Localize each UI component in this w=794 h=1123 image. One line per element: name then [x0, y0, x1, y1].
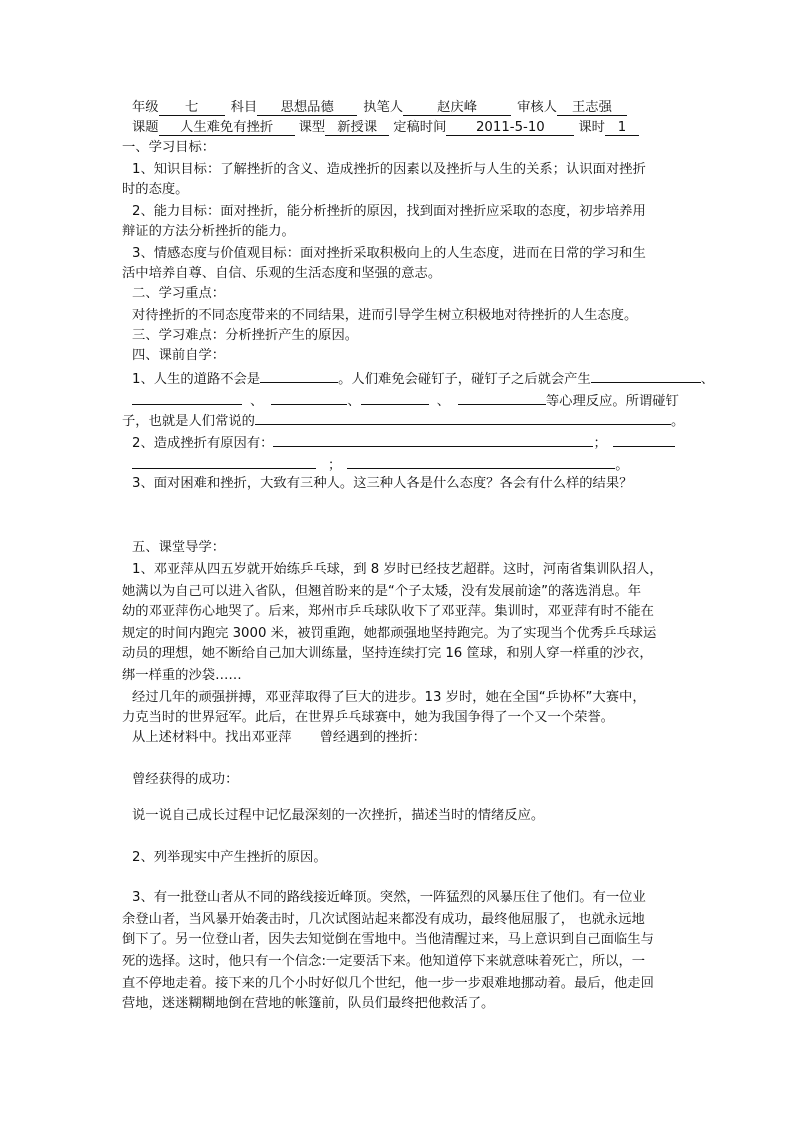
guide-p1-line-3: 幼的邓亚萍伤心地哭了。后来，郑州市乒乓球队收下了邓亚萍。集训时，邓亚萍有时不能在 [122, 604, 654, 619]
guide-p3-line-6: 营地，迷迷糊糊地倒在营地的帐篷前，队员们最终把他救活了。 [122, 996, 495, 1011]
author-value: 赵庆峰 [403, 101, 511, 116]
guide-p2-line-2: 力克当时的世界冠军。此后，在世界乒乓球赛中，她为我国争得了一个又一个荣誉。 [122, 710, 614, 725]
preview-q2-line-1: 2、造成挫折有原因有： ； [132, 432, 675, 454]
date-value: 2011-5-10 [446, 121, 574, 136]
header-row-2 [132, 118, 639, 138]
guide-p1-line-2: 她满以为自己可以进入省队，但翘首盼来的是“个子太矮，没有发展前途”的落选消息。年 [122, 584, 642, 599]
blank-field[interactable] [361, 390, 429, 405]
guide-p1-line-4: 规定的时间内跑完 3000 米，被罚重跑，她都顽强地坚持跑完。为了实现当个优秀乒乓球运 [122, 626, 657, 641]
blank-field[interactable] [260, 368, 338, 383]
blank-field[interactable] [132, 454, 316, 469]
preview-q3: 3、面对困难和挫折，大致有三种人。这三种人各是什么态度？各会有什么样的结果？ [132, 476, 633, 491]
period-label: 课时 [578, 120, 605, 135]
objectives-heading: 一、学习目标： [122, 140, 216, 155]
topic-label: 课题 [132, 120, 159, 135]
subject-label: 科目 [230, 100, 258, 115]
blank-field[interactable] [347, 454, 615, 469]
guide-ask-success: 曾经获得的成功： [132, 772, 239, 787]
objective-knowledge-line-1: 1、知识目标：了解挫折的含义、造成挫折的因素以及挫折与人生的关系；认识面对挫折 [132, 162, 646, 177]
author-label: 执笔人 [363, 100, 404, 115]
guide-p2-line-1: 经过几年的顽强拼搏，邓亚萍取得了巨大的进步。13 岁时，她在全国“乒协杯”大赛中， [132, 690, 646, 705]
key-points-heading: 二、学习重点： [132, 286, 226, 301]
header-row-1 [132, 98, 627, 118]
blank-field[interactable] [273, 432, 593, 447]
difficulty-text: 三、学习难点：分析挫折产生的原因。 [132, 328, 359, 343]
guide-p3-line-5: 直不停地走着。接下来的几个小时好似几个世纪，他一步一步艰难地挪动着。最后，他走回 [122, 976, 654, 991]
guide-p1-line-5: 动员的理想，她不断给自己加大训练量，坚持连续打完 16 筐球，和别人穿一样重的沙衣， [122, 646, 653, 661]
guide-p3-line-3: 倒下了。另一位登山者，因失去知觉倒在雪地中。当他清醒过来，马上意识到自己面临生与 [122, 932, 654, 947]
preview-q2-line-2: ； 。 [132, 454, 629, 476]
guide-p1-line-1: 1、邓亚萍从四五岁就开始练乒乓球，到 8 岁时已经技艺超群。这时，河南省集训队招人， [132, 562, 663, 577]
blank-field[interactable] [591, 368, 701, 383]
type-value: 新授课 [325, 121, 389, 136]
period-value: 1 [605, 121, 639, 136]
objective-ability-line-2: 辩证的方法分析挫折的能力。 [122, 224, 295, 239]
blank-field[interactable] [271, 390, 347, 405]
objective-knowledge-line-2: 时的态度。 [122, 182, 189, 197]
objective-emotion-line-2: 活中培养自尊、自信、乐观的生活态度和坚强的意志。 [122, 266, 442, 281]
preview-heading: 四、课前自学： [132, 348, 226, 363]
guide-p3-line-1: 3、有一批登山者从不同的路线接近峰顶。突然，一阵猛烈的风暴压住了他们。有一位业 [132, 890, 646, 905]
blank-field[interactable] [458, 390, 546, 405]
guide-heading: 五、课堂导学： [132, 540, 226, 555]
preview-q1-line-2: 、 、 、 等心理反应。所谓碰钉 [132, 390, 679, 412]
reviewer-label: 审核人 [517, 100, 557, 115]
blank-field[interactable] [613, 432, 675, 447]
guide-p3-line-2: 余登山者，当风暴开始袭击时，几次试图站起来都没有成功，最终他屈服了， 也就永远地 [122, 912, 645, 927]
preview-q1-line-3: 子，也就是人们常说的 。 [122, 410, 684, 432]
subject-value: 思想品德 [257, 101, 357, 116]
objective-ability-line-1: 2、能力目标：面对挫折，能分析挫折的原因，找到面对挫折应采取的态度，初步培养用 [132, 204, 646, 219]
guide-share-prompt: 说一说自己成长过程中记忆最深刻的一次挫折，描述当时的情绪反应。 [132, 808, 545, 823]
blank-field[interactable] [255, 410, 671, 425]
date-label: 定稿时间 [393, 120, 447, 135]
grade-value: 七 [159, 101, 225, 116]
blank-field[interactable] [132, 390, 242, 405]
topic-value: 人生难免有挫折 [159, 121, 295, 136]
guide-p3-line-4: 死的选择。这时，他只有一个信念:一定要活下来。他知道停下来就意味着死亡，所以，一 [122, 954, 646, 969]
guide-p1-line-6: 绑一样重的沙袋…… [122, 668, 242, 683]
key-points-text: 对待挫折的不同态度带来的不同结果，进而引导学生树立积极地对待挫折的人生态度。 [132, 308, 638, 323]
preview-q1-line-1: 1、人生的道路不会是 。人们难免会碰钉子，碰钉子之后就会产生 、 [132, 368, 714, 390]
reviewer-value: 王志强 [557, 101, 627, 116]
guide-ask-setbacks: 从上述材料中。找出邓亚萍 曾经遇到的挫折： [132, 730, 426, 745]
type-label: 课型 [298, 120, 326, 135]
guide-q2: 2、列举现实中产生挫折的原因。 [132, 850, 327, 865]
grade-label: 年级 [132, 100, 159, 115]
objective-emotion-line-1: 3、情感态度与价值观目标：面对挫折采取积极向上的人生态度，进而在日常的学习和生 [132, 246, 646, 261]
